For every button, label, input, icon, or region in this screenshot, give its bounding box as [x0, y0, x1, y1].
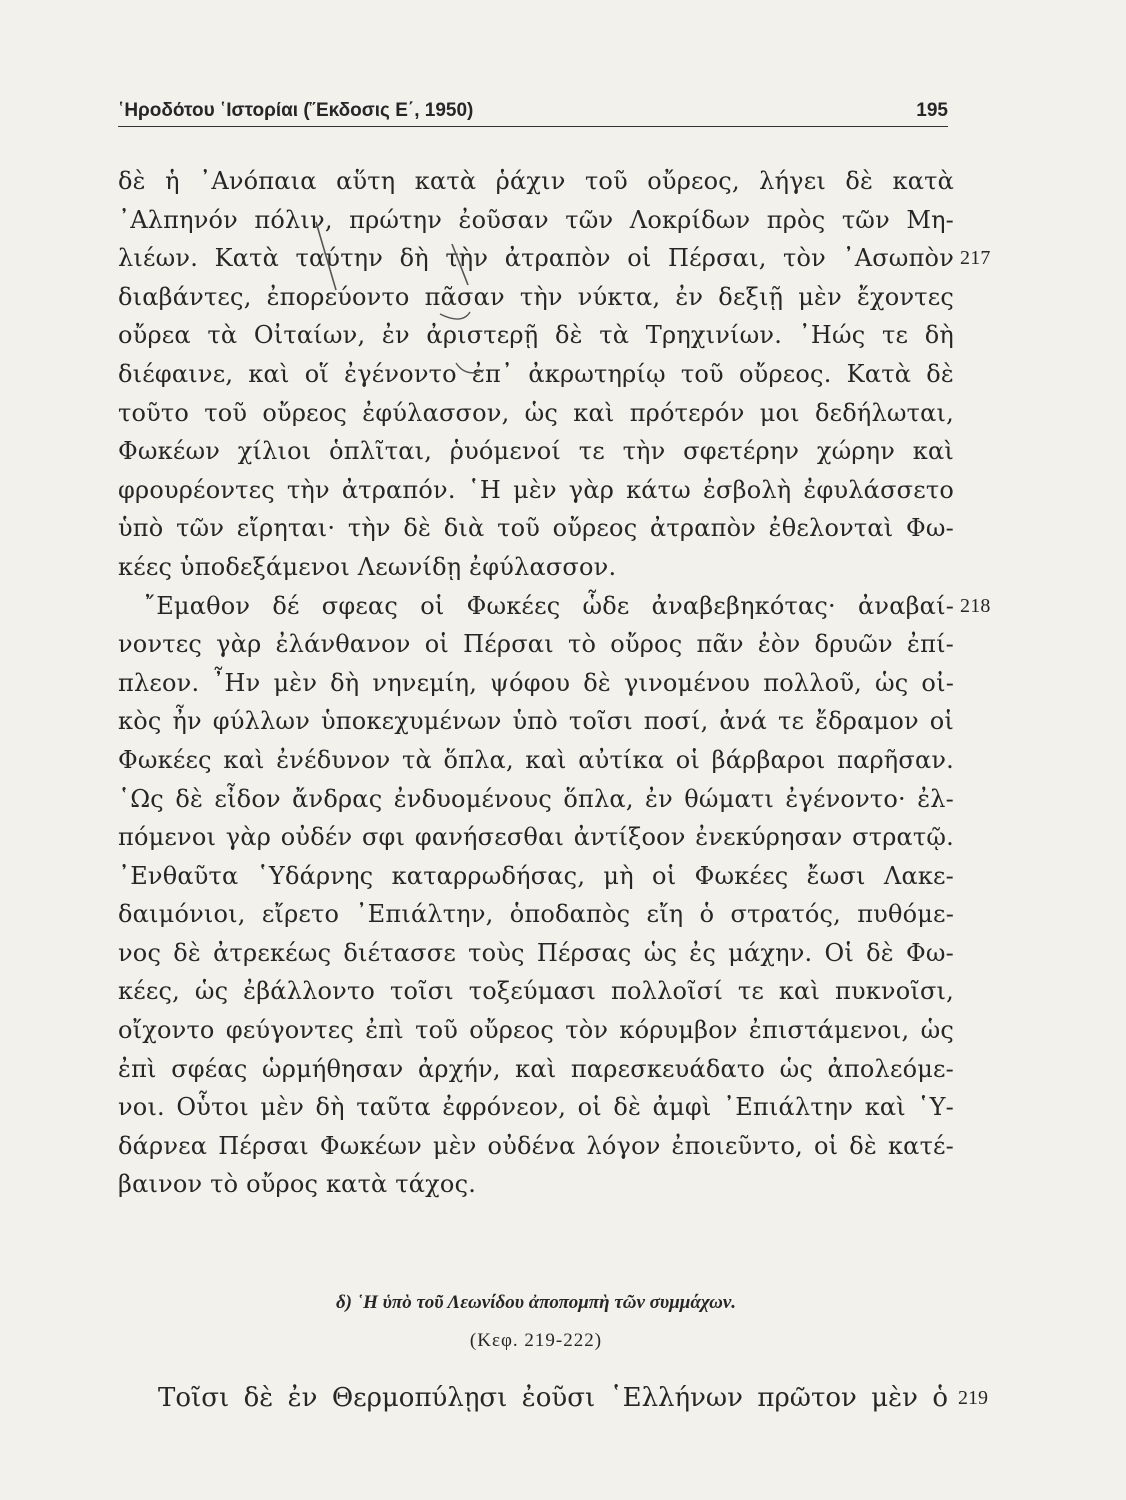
text-line: πλεον. ῏Ην μὲν δὴ νηνεμίη, ψόφου δὲ γινομένου πολλοῦ, ὡς οἰ-	[118, 668, 954, 697]
text-line: δάρνεα Πέρσαι Φωκέων μὲν οὐδένα λόγον ἐποιεῦντο, οἱ δὲ κατέ-	[118, 1131, 954, 1160]
text-line: Φωκέες καὶ ἐνέδυνον τὰ ὅπλα, καὶ αὐτίκα οἱ βάρβαροι παρῆσαν.	[118, 745, 954, 774]
text-line: πόμενοι γὰρ οὐδέν σφι φανήσεσθαι ἀντίξοον ἐνεκύρησαν στρατῷ.	[118, 823, 954, 852]
text-line: οἴχοντο φεύγοντες ἐπὶ τοῦ οὔρεος τὸν κόρυμβον ἐπιστάμενοι, ὡς	[118, 1016, 954, 1045]
page-number: 195	[916, 100, 948, 121]
pencil-stroke	[316, 222, 336, 290]
header-title: ῾Ηροδότου ῾Ιστορίαι (῞Εκδοσις Ε΄, 1950)	[118, 100, 474, 121]
text-line: νος δὲ ἀτρεκέως διέτασσε τοὺς Πέρσας ὡς ἐς μάχην. Οἱ δὲ Φω-	[118, 938, 954, 967]
text-line: ᾿Ενθαῦτα ῾Υδάρνης καταρρωδήσας, μὴ οἱ Φωκέες ἔωσι Λακε-	[118, 861, 954, 890]
section-chapters: (Κεφ. 219-222)	[469, 1330, 603, 1351]
text-line: ἐπὶ σφέας ὡρμήθησαν ἀρχήν, καὶ παρεσκευάδατο ὡς ἀπολεόμε-	[118, 1054, 954, 1083]
pencil-stroke	[452, 244, 468, 285]
chapter-number: 219	[958, 1387, 988, 1409]
chapter-number: 218	[960, 594, 991, 617]
text-line: διαβάντες, ἐπορεύοντο πᾶσαν τὴν νύκτα, ἐν δεξιῇ μὲν ἔχοντες	[118, 282, 954, 311]
text-line: κέες, ὡς ἐβάλλοντο τοῖσι τοξεύμασι πολλοῖσί τε καὶ πυκνοῖσι,	[118, 977, 954, 1006]
text-line: Φωκέων χίλιοι ὁπλῖται, ῥυόμενοί τε τὴν σφετέρην χώρην καὶ	[118, 437, 954, 466]
text-line: δὲ ἡ ᾿Ανόπαια αὕτη κατὰ ῥάχιν τοῦ οὔρεος, λήγει δὲ κατὰ	[118, 167, 954, 195]
section-heading: δ) ῾Η ὑπὸ τοῦ Λεωνίδου ἀποπομπὴ τῶν συμμάχων.	[335, 1292, 737, 1313]
text-line: ᾿Αλπηνόν πόλιν, πρώτην ἐοῦσαν τῶν Λοκρίδων πρὸς τῶν Μη-	[118, 205, 954, 234]
text-line: διέφαινε, καὶ οἵ ἐγένοντο ἐπ᾿ ἀκρωτηρίῳ τοῦ οὔρεος. Κατὰ δὲ	[118, 359, 954, 388]
chapter-number: 217	[960, 247, 991, 270]
pencil-stroke	[440, 312, 470, 319]
text-line: νοντες γὰρ ἐλάνθανον οἱ Πέρσαι τὸ οὔρος πᾶν ἐὸν δρυῶν ἐπί-	[118, 630, 954, 659]
text-line: δαιμόνιοι, εἴρετο ᾿Επιάλτην, ὁποδαπὸς εἴη ὁ στρατός, πυθόμε-	[118, 900, 954, 929]
text-line: ῾Ως δὲ εἶδον ἄνδρας ἐνδυομένους ὅπλα, ἐν θώματι ἐγένοντο· ἐλ-	[118, 784, 954, 813]
pencil-stroke	[456, 363, 484, 373]
text-line: νοι. Οὗτοι μὲν δὴ ταῦτα ἐφρόνεον, οἱ δὲ ἀμφὶ ᾿Επιάλτην καὶ ῾Υ-	[118, 1093, 954, 1122]
text-line: κέες ὑποδεξάμενοι Λεωνίδῃ ἐφύλασσον.	[118, 552, 617, 581]
text-line: κὸς ἦν φύλλων ὑποκεχυμένων ὑπὸ τοῖσι ποσί, ἀνά τε ἔδραμον οἱ	[118, 707, 954, 736]
text-line: φρουρέοντες τὴν ἀτραπόν. ῾Η μὲν γὰρ κάτω ἐσβολὴ ἐφυλάσσετο	[118, 475, 954, 504]
text-line: τοῦτο τοῦ οὔρεος ἐφύλασσον, ὡς καὶ πρότερόν μοι δεδήλωται,	[118, 398, 954, 427]
text-line: οὔρεα τὰ Οἰταίων, ἐν ἀριστερῇ δὲ τὰ Τρηχινίων. ᾿Ηώς τε δὴ	[118, 321, 954, 350]
text-line: λιέων. Κατὰ ταύτην δὴ τὴν ἀτραπὸν οἱ Πέρσαι, τὸν ᾿Ασωπὸν	[118, 244, 954, 273]
text-line: ὑπὸ τῶν εἴρηται· τὴν δὲ διὰ τοῦ οὔρεος ἀτραπὸν ἐθελονταὶ Φω-	[118, 514, 954, 543]
text-line: ῎Εμαθον δέ σφεας οἱ Φωκέες ὧδε ἀναβεβηκότας· ἀναβαί-	[144, 591, 954, 620]
text-line: βαινον τὸ οὔρος κατὰ τάχος.	[118, 1170, 477, 1199]
text-line: Τοῖσι δὲ ἐν Θερμοπύλῃσι ἐοῦσι ῾Ελλήνων πρῶτον μὲν ὁ	[158, 1383, 948, 1413]
